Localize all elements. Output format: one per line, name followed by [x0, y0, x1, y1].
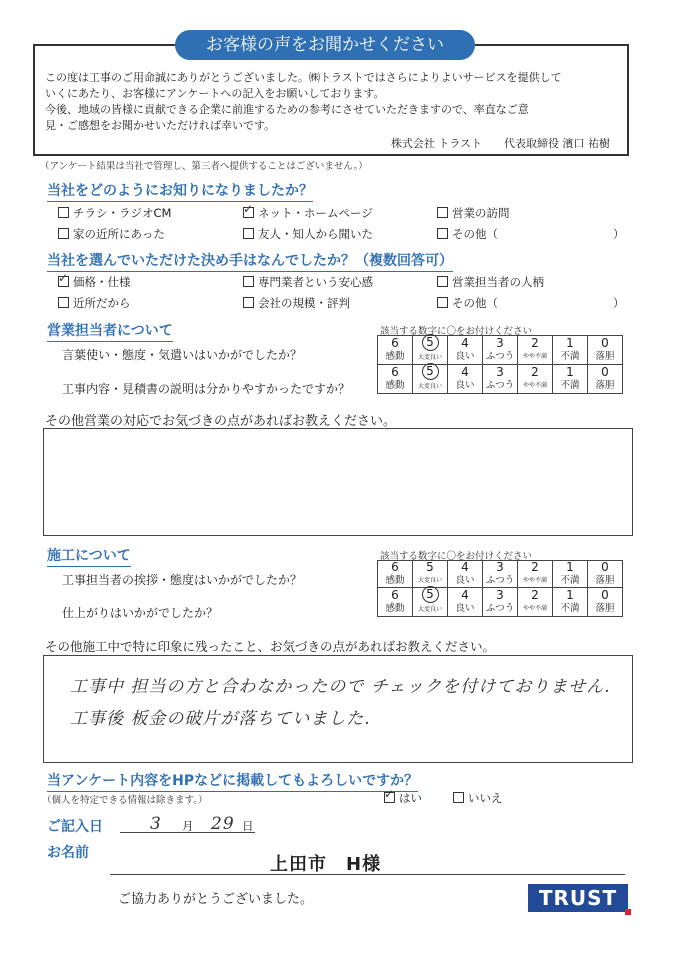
rating-cell[interactable]: [588, 365, 623, 394]
rating-label: 感動: [385, 351, 405, 362]
rating-label: 良い: [455, 575, 475, 586]
construction-title: 施工について: [47, 545, 131, 567]
rating-label: 良い: [455, 603, 475, 614]
rating-cell[interactable]: [413, 365, 448, 394]
rating-number: 4: [461, 560, 469, 574]
rating-number: 0: [601, 560, 609, 574]
rating-label: 落胆: [595, 380, 615, 391]
selected-circle: 5: [422, 363, 439, 380]
rating-label: 大変良い: [417, 577, 442, 584]
trust-logo: TRUST: [528, 884, 628, 912]
rating-instruction: 該当する数字に〇をお付けください: [380, 326, 533, 337]
construction-question-2: 仕上がりはいかがでしたか？: [62, 606, 219, 620]
construction-question-1: 工事担当者の挨拶・態度はいかがでしたか？: [62, 573, 303, 587]
rating-cell[interactable]: [413, 336, 448, 365]
rating-number: 4: [461, 365, 469, 379]
rating-label: やや不満: [522, 382, 547, 389]
checkbox[interactable]: [437, 207, 448, 218]
rating-label: 良い: [455, 380, 475, 391]
rating-number: 1: [566, 560, 574, 574]
rating-cell[interactable]: [518, 561, 553, 588]
sales-title: 営業担当者について: [47, 320, 173, 342]
thanks-text: ご協力ありがとうございました。: [118, 892, 314, 907]
date-day-unit: 日: [242, 819, 254, 833]
rating-cell[interactable]: [553, 365, 588, 394]
privacy-note: （アンケート結果は当社で管理し、第三者へ提供することはございません。）: [40, 161, 368, 172]
rating-label: 落胆: [595, 575, 615, 586]
rating-label: 感動: [385, 380, 405, 391]
name-value[interactable]: 上田市 H様: [270, 854, 382, 875]
rating-cell[interactable]: [553, 336, 588, 365]
q1-title: 当社をどのようにお知りになりましたか？: [47, 180, 313, 202]
rating-cell[interactable]: [518, 588, 553, 617]
date-label: ご記入日: [47, 819, 103, 835]
q2-option[interactable]: 近所だから: [58, 295, 131, 311]
rating-cell[interactable]: [448, 561, 483, 588]
rating-number: 0: [601, 336, 609, 350]
publish-yes-option[interactable]: ✓ はい: [384, 790, 422, 806]
rating-cell[interactable]: [378, 588, 413, 617]
rating-number: 3: [496, 588, 504, 602]
rating-cell[interactable]: [518, 336, 553, 365]
rating-cell[interactable]: [588, 336, 623, 365]
intro-line: 見・ご感想をお聞かせいただければ幸いです。: [45, 119, 276, 132]
rating-number: 1: [566, 365, 574, 379]
intro-line: 今後、地域の皆様に貢献できる企業に前進するための参考にさせていただきますので、率直なご意: [45, 103, 529, 116]
rating-label: 感動: [385, 575, 405, 586]
checkbox-checked[interactable]: [384, 792, 395, 803]
sales-rating-table: [377, 335, 623, 394]
publish-note: （個人を特定できる情報は除きます。）: [42, 795, 208, 806]
q2-option[interactable]: 会社の規模・評判: [243, 295, 350, 311]
date-day-value[interactable]: 29: [211, 814, 235, 834]
rating-label: 大変良い: [417, 354, 442, 361]
rating-label: 落胆: [595, 603, 615, 614]
selected-circle: 5: [422, 334, 439, 351]
rating-label: 感動: [385, 603, 405, 614]
rating-label: 不満: [560, 603, 580, 614]
rating-label: 不満: [560, 351, 580, 362]
q1-option[interactable]: 営業の訪問: [437, 205, 510, 221]
rating-instruction: 該当する数字に〇をお付けください: [380, 551, 533, 562]
handwritten-comment-line: 工事中 担当の方と合わなかったので チェックを付けておりません.: [70, 677, 611, 697]
rating-row: [378, 365, 623, 394]
rating-number: 0: [601, 588, 609, 602]
q2-option[interactable]: 営業担当者の人柄: [437, 274, 544, 290]
rating-number: 2: [531, 365, 539, 379]
rating-number: 3: [496, 560, 504, 574]
checkbox[interactable]: [58, 207, 69, 218]
sales-question-2: 工事内容・見積書の説明は分かりやすかったですか？: [62, 382, 351, 396]
rating-number: 1: [566, 336, 574, 350]
checkbox-checked[interactable]: [243, 207, 254, 218]
q1-option[interactable]: チラシ・ラジオCM: [58, 205, 171, 221]
rating-number: 4: [461, 336, 469, 350]
rating-cell[interactable]: [588, 561, 623, 588]
rating-cell[interactable]: [483, 561, 518, 588]
rating-label: やや不満: [522, 605, 547, 612]
rating-cell[interactable]: [553, 561, 588, 588]
rating-cell[interactable]: [483, 336, 518, 365]
rating-label: 大変良い: [417, 606, 442, 613]
construction-comment-prompt: その他施工中で特に印象に残ったこと、お気づきの点があればお教えください。: [45, 639, 496, 654]
rating-number: 2: [531, 560, 539, 574]
rating-row: [378, 561, 623, 588]
rating-number: [413, 365, 447, 380]
close-paren: ）: [613, 296, 625, 310]
name-label: お名前: [47, 845, 89, 861]
construction-rating-table: [377, 560, 623, 617]
date-month-unit: 月: [182, 819, 194, 833]
publish-no-option[interactable]: いいえ: [453, 790, 503, 806]
close-paren: ）: [613, 227, 625, 241]
rating-number: 2: [531, 588, 539, 602]
rating-label: ふつう: [485, 380, 515, 391]
rating-number: 2: [531, 336, 539, 350]
rating-label: 大変良い: [417, 383, 442, 390]
rating-label: ふつう: [485, 575, 515, 586]
rating-number: 1: [566, 588, 574, 602]
checkbox[interactable]: [58, 228, 69, 239]
checkbox[interactable]: [243, 228, 254, 239]
sales-comment-prompt: その他営業の対応でお気づきの点があればお教えください。: [45, 414, 397, 429]
q2-option[interactable]: その他（: [437, 295, 498, 311]
rating-label: ふつう: [485, 603, 515, 614]
intro-line: いくにあたり、お客様にアンケートへの記入をお願いしております。: [45, 87, 385, 100]
rating-number: 6: [391, 365, 399, 379]
sales-question-1: 言葉使い・態度・気遣いはいかがでしたか？: [62, 348, 303, 362]
survey-title: お客様の声をお聞かせください: [175, 30, 475, 60]
company-signature: 株式会社 トラスト 代表取締役 濱口 祐樹: [390, 137, 610, 150]
rating-label: 落胆: [595, 351, 615, 362]
rating-cell[interactable]: [448, 588, 483, 617]
rating-number: 6: [391, 336, 399, 350]
rating-number: 0: [601, 365, 609, 379]
rating-row: [378, 336, 623, 365]
checkbox[interactable]: [243, 276, 254, 287]
intro-text: [45, 70, 615, 134]
q2-option[interactable]: 専門業者という安心感: [243, 274, 373, 290]
rating-cell[interactable]: [483, 365, 518, 394]
rating-label: 不満: [560, 575, 580, 586]
rating-cell[interactable]: [448, 336, 483, 365]
selected-circle: 5: [422, 586, 439, 603]
rating-cell[interactable]: [518, 365, 553, 394]
publish-title: 当アンケート内容をHPなどに掲載してもよろしいですか？: [47, 770, 418, 792]
q1-option[interactable]: ✓ ネット・ホームページ: [243, 205, 373, 221]
rating-cell[interactable]: [553, 588, 588, 617]
q2-option[interactable]: ✓価格・仕様: [58, 274, 131, 290]
checkbox[interactable]: [58, 297, 69, 308]
rating-number: 3: [496, 365, 504, 379]
rating-cell[interactable]: [483, 588, 518, 617]
intro-line: この度は工事のご用命誠にありがとうございました。㈱トラストではさらによりよいサービスを提供して: [45, 71, 562, 84]
rating-label: やや不満: [522, 353, 547, 360]
q1-option[interactable]: その他（: [437, 226, 498, 242]
handwritten-comment-line: 工事後 板金の破片が落ちていました.: [70, 709, 371, 729]
rating-cell[interactable]: [378, 365, 413, 394]
checkbox-checked[interactable]: [58, 276, 69, 287]
rating-cell[interactable]: [588, 588, 623, 617]
rating-number: [413, 336, 447, 351]
sales-comment-box[interactable]: [43, 428, 633, 536]
q1-option[interactable]: 友人・知人から聞いた: [243, 226, 373, 242]
q2-title: 当社を選んでいただけた決め手はなんでしたか？（複数回答可）: [47, 250, 453, 272]
construction-comment-box[interactable]: [43, 655, 633, 763]
q1-option[interactable]: 家の近所にあった: [58, 226, 165, 242]
rating-cell[interactable]: [413, 561, 448, 588]
checkbox[interactable]: [453, 792, 464, 803]
rating-number: 6: [391, 560, 399, 574]
rating-number: 3: [496, 336, 504, 350]
rating-label: 良い: [455, 351, 475, 362]
rating-label: 不満: [560, 380, 580, 391]
rating-row: [378, 588, 623, 617]
date-month-value[interactable]: 3: [150, 814, 162, 834]
rating-cell[interactable]: [448, 365, 483, 394]
rating-number: [413, 588, 447, 603]
rating-number: 6: [391, 588, 399, 602]
checkbox[interactable]: [243, 297, 254, 308]
rating-number: 4: [461, 588, 469, 602]
rating-label: やや不満: [522, 577, 547, 584]
rating-cell[interactable]: [378, 561, 413, 588]
checkbox[interactable]: [437, 276, 448, 287]
checkbox[interactable]: [437, 228, 448, 239]
checkbox[interactable]: [437, 297, 448, 308]
rating-label: ふつう: [485, 351, 515, 362]
rating-number: 5: [426, 560, 434, 574]
rating-cell[interactable]: [413, 588, 448, 617]
rating-cell[interactable]: [378, 336, 413, 365]
